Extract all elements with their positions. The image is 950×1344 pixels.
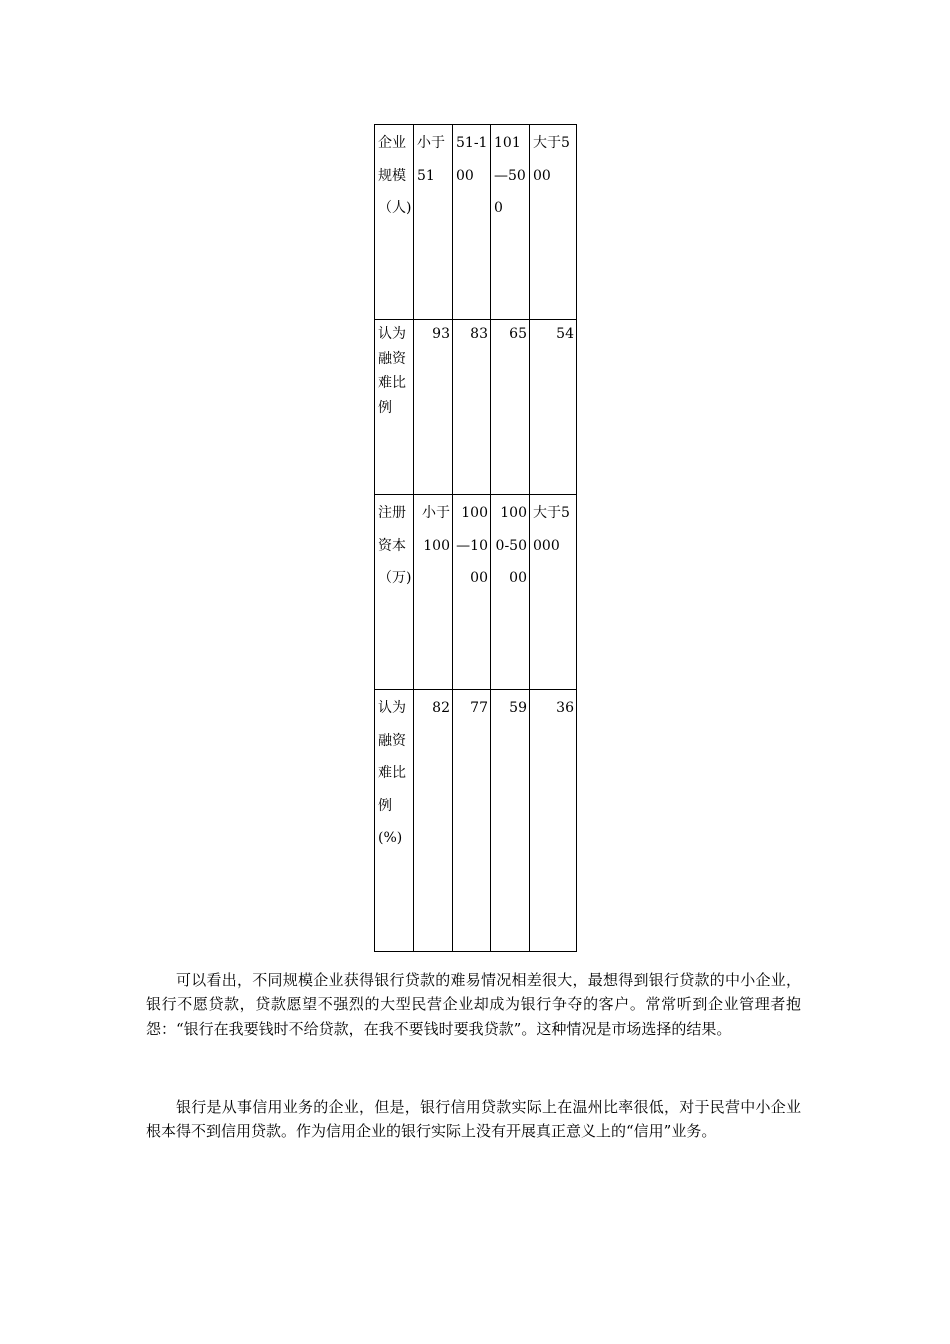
row-label-registered-capital: 注册资本（万) — [375, 495, 414, 690]
table-cell: 82 — [414, 690, 453, 952]
table-row — [375, 495, 577, 690]
table-cell: 100—1000 — [453, 495, 491, 690]
table-row — [375, 320, 577, 495]
table-cell: 51-100 — [453, 125, 491, 320]
table-cell: 大于500 — [530, 125, 577, 320]
table-cell: 65 — [491, 320, 530, 495]
table-cell: 59 — [491, 690, 530, 952]
table-cell: 93 — [414, 320, 453, 495]
table-cell: 1000-5000 — [491, 495, 530, 690]
table-cell: 77 — [453, 690, 491, 952]
table-cell: 54 — [530, 320, 577, 495]
table-cell: 小于100 — [414, 495, 453, 690]
table-cell: 36 — [530, 690, 577, 952]
table-cell: 101—500 — [491, 125, 530, 320]
body-paragraph: 可以看出，不同规模企业获得银行贷款的难易情况相差很大，最想得到银行贷款的中小企业，银行不愿贷款，贷款愿望不强烈的大型民营企业却成为银行争夺的客户。常常听到企业管理者抱怨：“银行在我要钱时不给贷款，在我不要钱时要我贷款”。这种情况是市场选择的结果。 — [146, 971, 801, 1038]
table-cell: 大于5000 — [530, 495, 577, 690]
table-cell: 83 — [453, 320, 491, 495]
financing-difficulty-table — [374, 124, 577, 952]
table-row — [375, 125, 577, 320]
table-row — [375, 690, 577, 952]
row-label-enterprise-size: 企业规模（人) — [375, 125, 414, 320]
row-label-difficulty-ratio: 认为融资难比例 — [375, 320, 414, 495]
body-paragraph: 银行是从事信用业务的企业，但是，银行信用贷款实际上在温州比率很低，对于民营中小企业根本得不到信用贷款。作为信用企业的银行实际上没有开展真正意义上的“信用”业务。 — [146, 1098, 801, 1141]
row-label-difficulty-ratio-percent: 认为融资难比例(%) — [375, 690, 414, 952]
table-cell: 小于51 — [414, 125, 453, 320]
